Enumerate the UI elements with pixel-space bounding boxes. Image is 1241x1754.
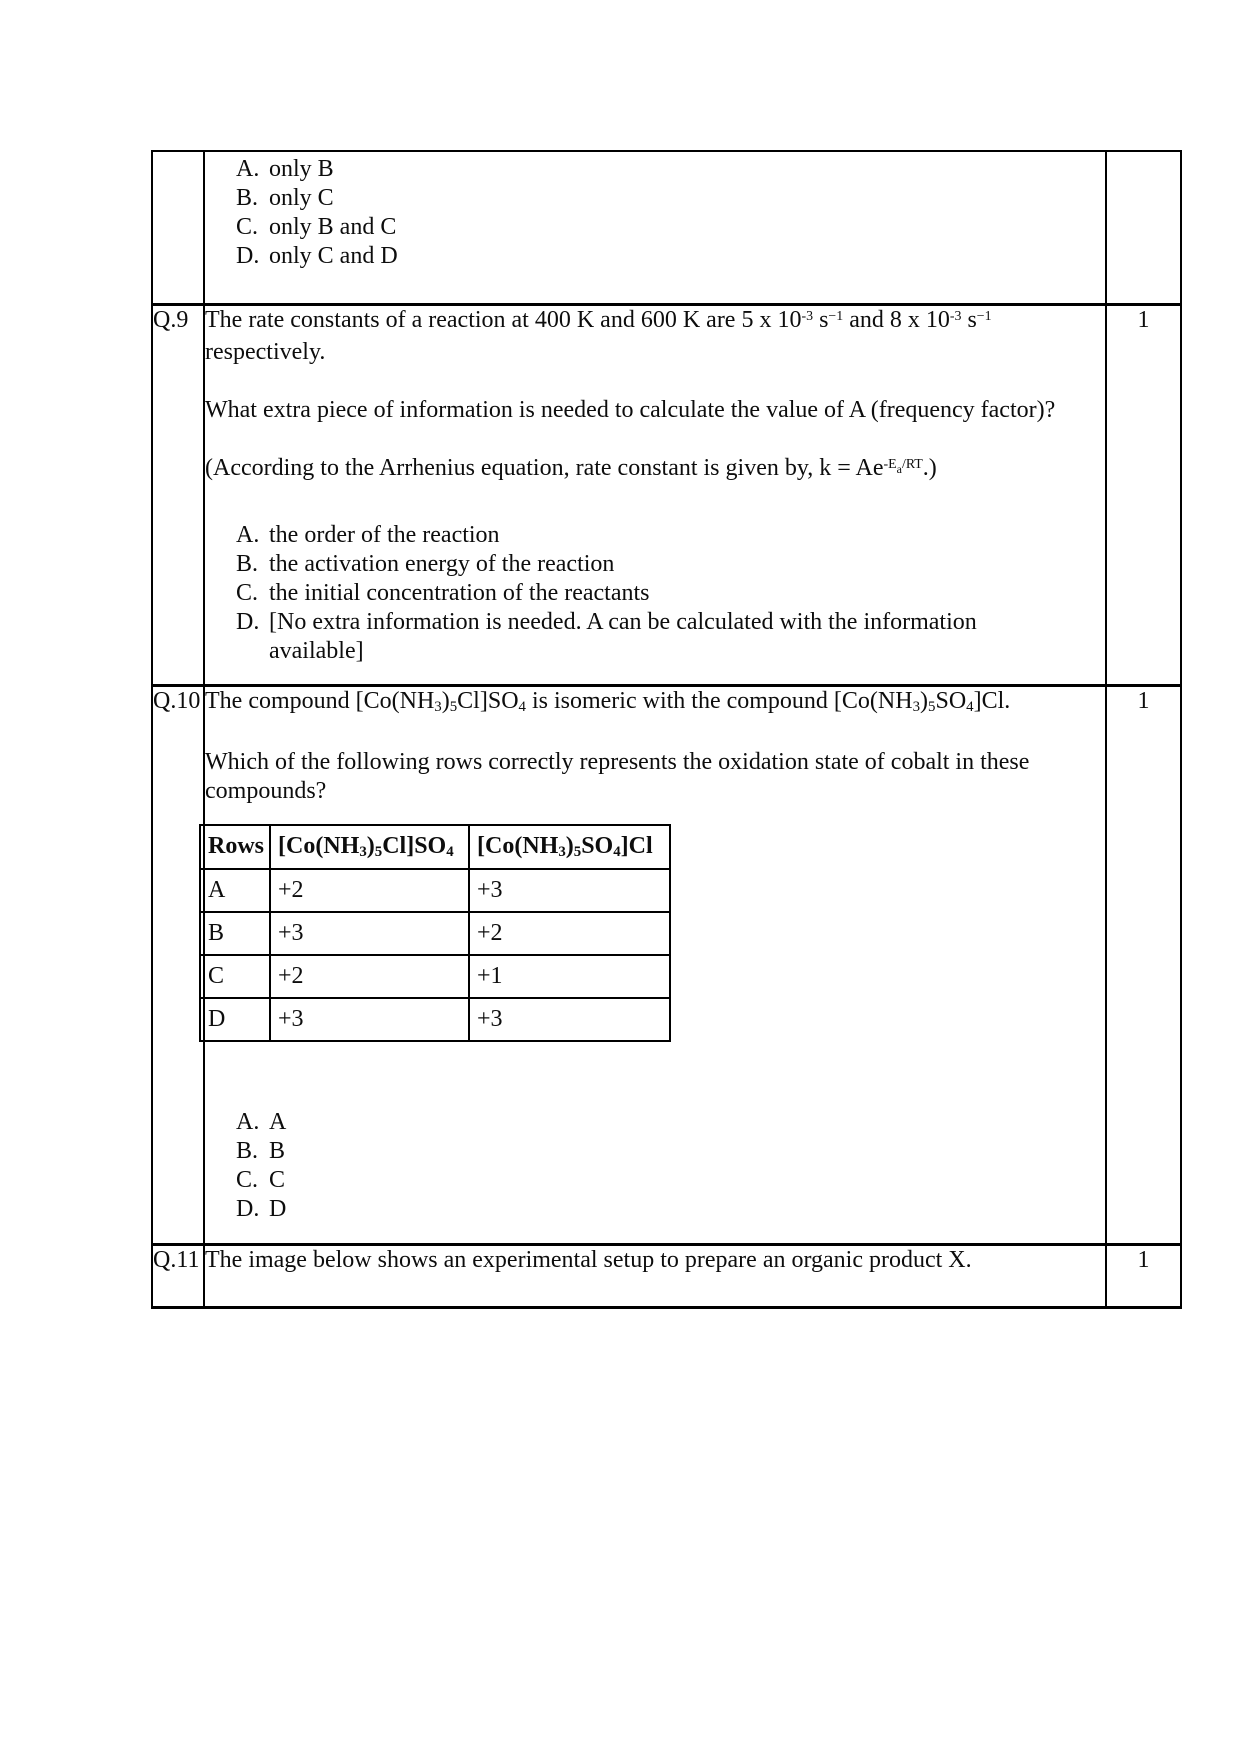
prev-content-cell [204,151,1106,304]
option-text: C [269,1166,286,1193]
option-text: only B [269,156,334,182]
option-letter: D. [236,1195,260,1222]
q11-statement-line1: The image below shows an experimental setup to prepare an organic product X. [205,1246,972,1273]
q10-row [152,685,1181,1244]
marks-value: 1 [1137,306,1150,333]
q10-number-cell [152,685,204,1244]
oxidation-row-b [200,912,670,955]
q10-question-line2: compounds? [205,777,327,804]
oxidation-state-table [199,824,671,1042]
row-label: D [200,998,270,1041]
option-text: the initial concentration of the reactants [269,579,650,606]
row-value-2: +1 [469,955,670,998]
oxidation-row-a [200,869,670,912]
question-number: Q.9 [153,306,189,333]
row-value-2: +2 [469,912,670,955]
question-number: Q.10 [153,687,201,714]
option-row [236,1137,1105,1166]
row-value-1: +2 [270,869,469,912]
row-label: C [200,955,270,998]
q10-content-cell [204,685,1106,1244]
oxidation-header-rows: Rows [200,825,270,869]
option-letter: B. [236,1137,259,1164]
q9-statement-line2: respectively. [205,338,326,365]
q11-content-cell [204,1244,1106,1307]
option-letter: D. [236,608,260,635]
oxidation-header-compound2: [Co(NH3)5SO4]Cl [469,825,670,869]
option-row [236,155,1105,184]
options-list [236,155,1105,271]
option-letter: A. [236,521,260,548]
option-row [236,1195,1105,1224]
row-label: A [200,869,270,912]
option-text [269,608,1105,666]
row-value-1: +2 [270,955,469,998]
option-row [236,608,1105,666]
q9-row [152,304,1181,685]
q9-statement-line1: The rate constants of a reaction at 400 K and 600 K are 5 x $10^{-3}$ $s^{-1}$ and 8 x $10^{-3}$ $s^{-1}$ [205,306,992,333]
option-row [236,213,1105,242]
q10-statement-line1: The compound [Co(NH3)5Cl]SO4 is isomeric with the compound [Co(NH3)5SO4]Cl. [205,687,1011,715]
option-text: the activation energy of the reaction [269,550,615,577]
option-letter: C. [236,579,259,606]
option-text-line2: available] [269,637,364,664]
option-text: only C and D [269,243,398,269]
option-letter: B. [236,185,259,211]
option-row [236,521,1105,550]
option-row [236,1108,1105,1137]
row-value-1: +3 [270,998,469,1041]
option-row [236,1166,1105,1195]
option-letter: C. [236,1166,259,1193]
row-value-2: +3 [469,998,670,1041]
q9-equation-text: (According to the Arrhenius equation, rate constant is given by, $k = Ae^{-E}a^{/RT}$.) [205,454,937,481]
option-letter: D. [236,243,260,269]
q10-marks-cell [1106,685,1181,1244]
option-row [236,242,1105,271]
option-text: B [269,1137,286,1164]
spacer [205,425,1105,454]
q9-marks-cell [1106,304,1181,685]
spacer [205,367,1105,396]
q11-marks-cell [1106,1244,1181,1307]
options-list [236,521,1105,666]
marks-value: 1 [1137,1246,1150,1273]
option-text-line1: [No extra information is needed. A can be calculated with the information [269,608,977,635]
oxidation-header-row [200,825,670,869]
q9-content-cell [204,304,1106,685]
q11-number-cell [152,1244,204,1307]
option-text: A [269,1108,287,1135]
q10-question-line1: Which of the following rows correctly represents the oxidation state of cobalt in these [205,748,1030,775]
option-text: only B and C [269,214,397,240]
option-text: only C [269,185,334,211]
q9-number-cell [152,304,204,685]
option-letter: A. [236,1108,260,1135]
row-value-2: +3 [469,869,670,912]
prev-qnum-cell [152,151,204,304]
question-number: Q.11 [153,1246,200,1273]
oxidation-header-compound1: [Co(NH3)5Cl]SO4 [270,825,469,869]
q9-question-text: What extra piece of information is needed to calculate the value of A (frequency factor)? [205,396,1056,423]
prev-question-options-row [152,151,1181,304]
prev-marks-cell [1106,151,1181,304]
option-row [236,579,1105,608]
options-list [236,1108,1105,1224]
spacer [205,719,1105,748]
option-row [236,550,1105,579]
oxidation-row-c [200,955,670,998]
option-text: the order of the reaction [269,521,500,548]
option-row [236,184,1105,213]
q11-row [152,1244,1181,1307]
row-value-1: +3 [270,912,469,955]
option-letter: B. [236,550,259,577]
option-letter: C. [236,214,259,240]
exam-table [151,150,1182,1309]
row-label: B [200,912,270,955]
oxidation-row-d [200,998,670,1041]
spacer [205,486,1105,515]
marks-value: 1 [1137,687,1150,714]
option-text: D [269,1195,287,1222]
option-letter: A. [236,156,260,182]
